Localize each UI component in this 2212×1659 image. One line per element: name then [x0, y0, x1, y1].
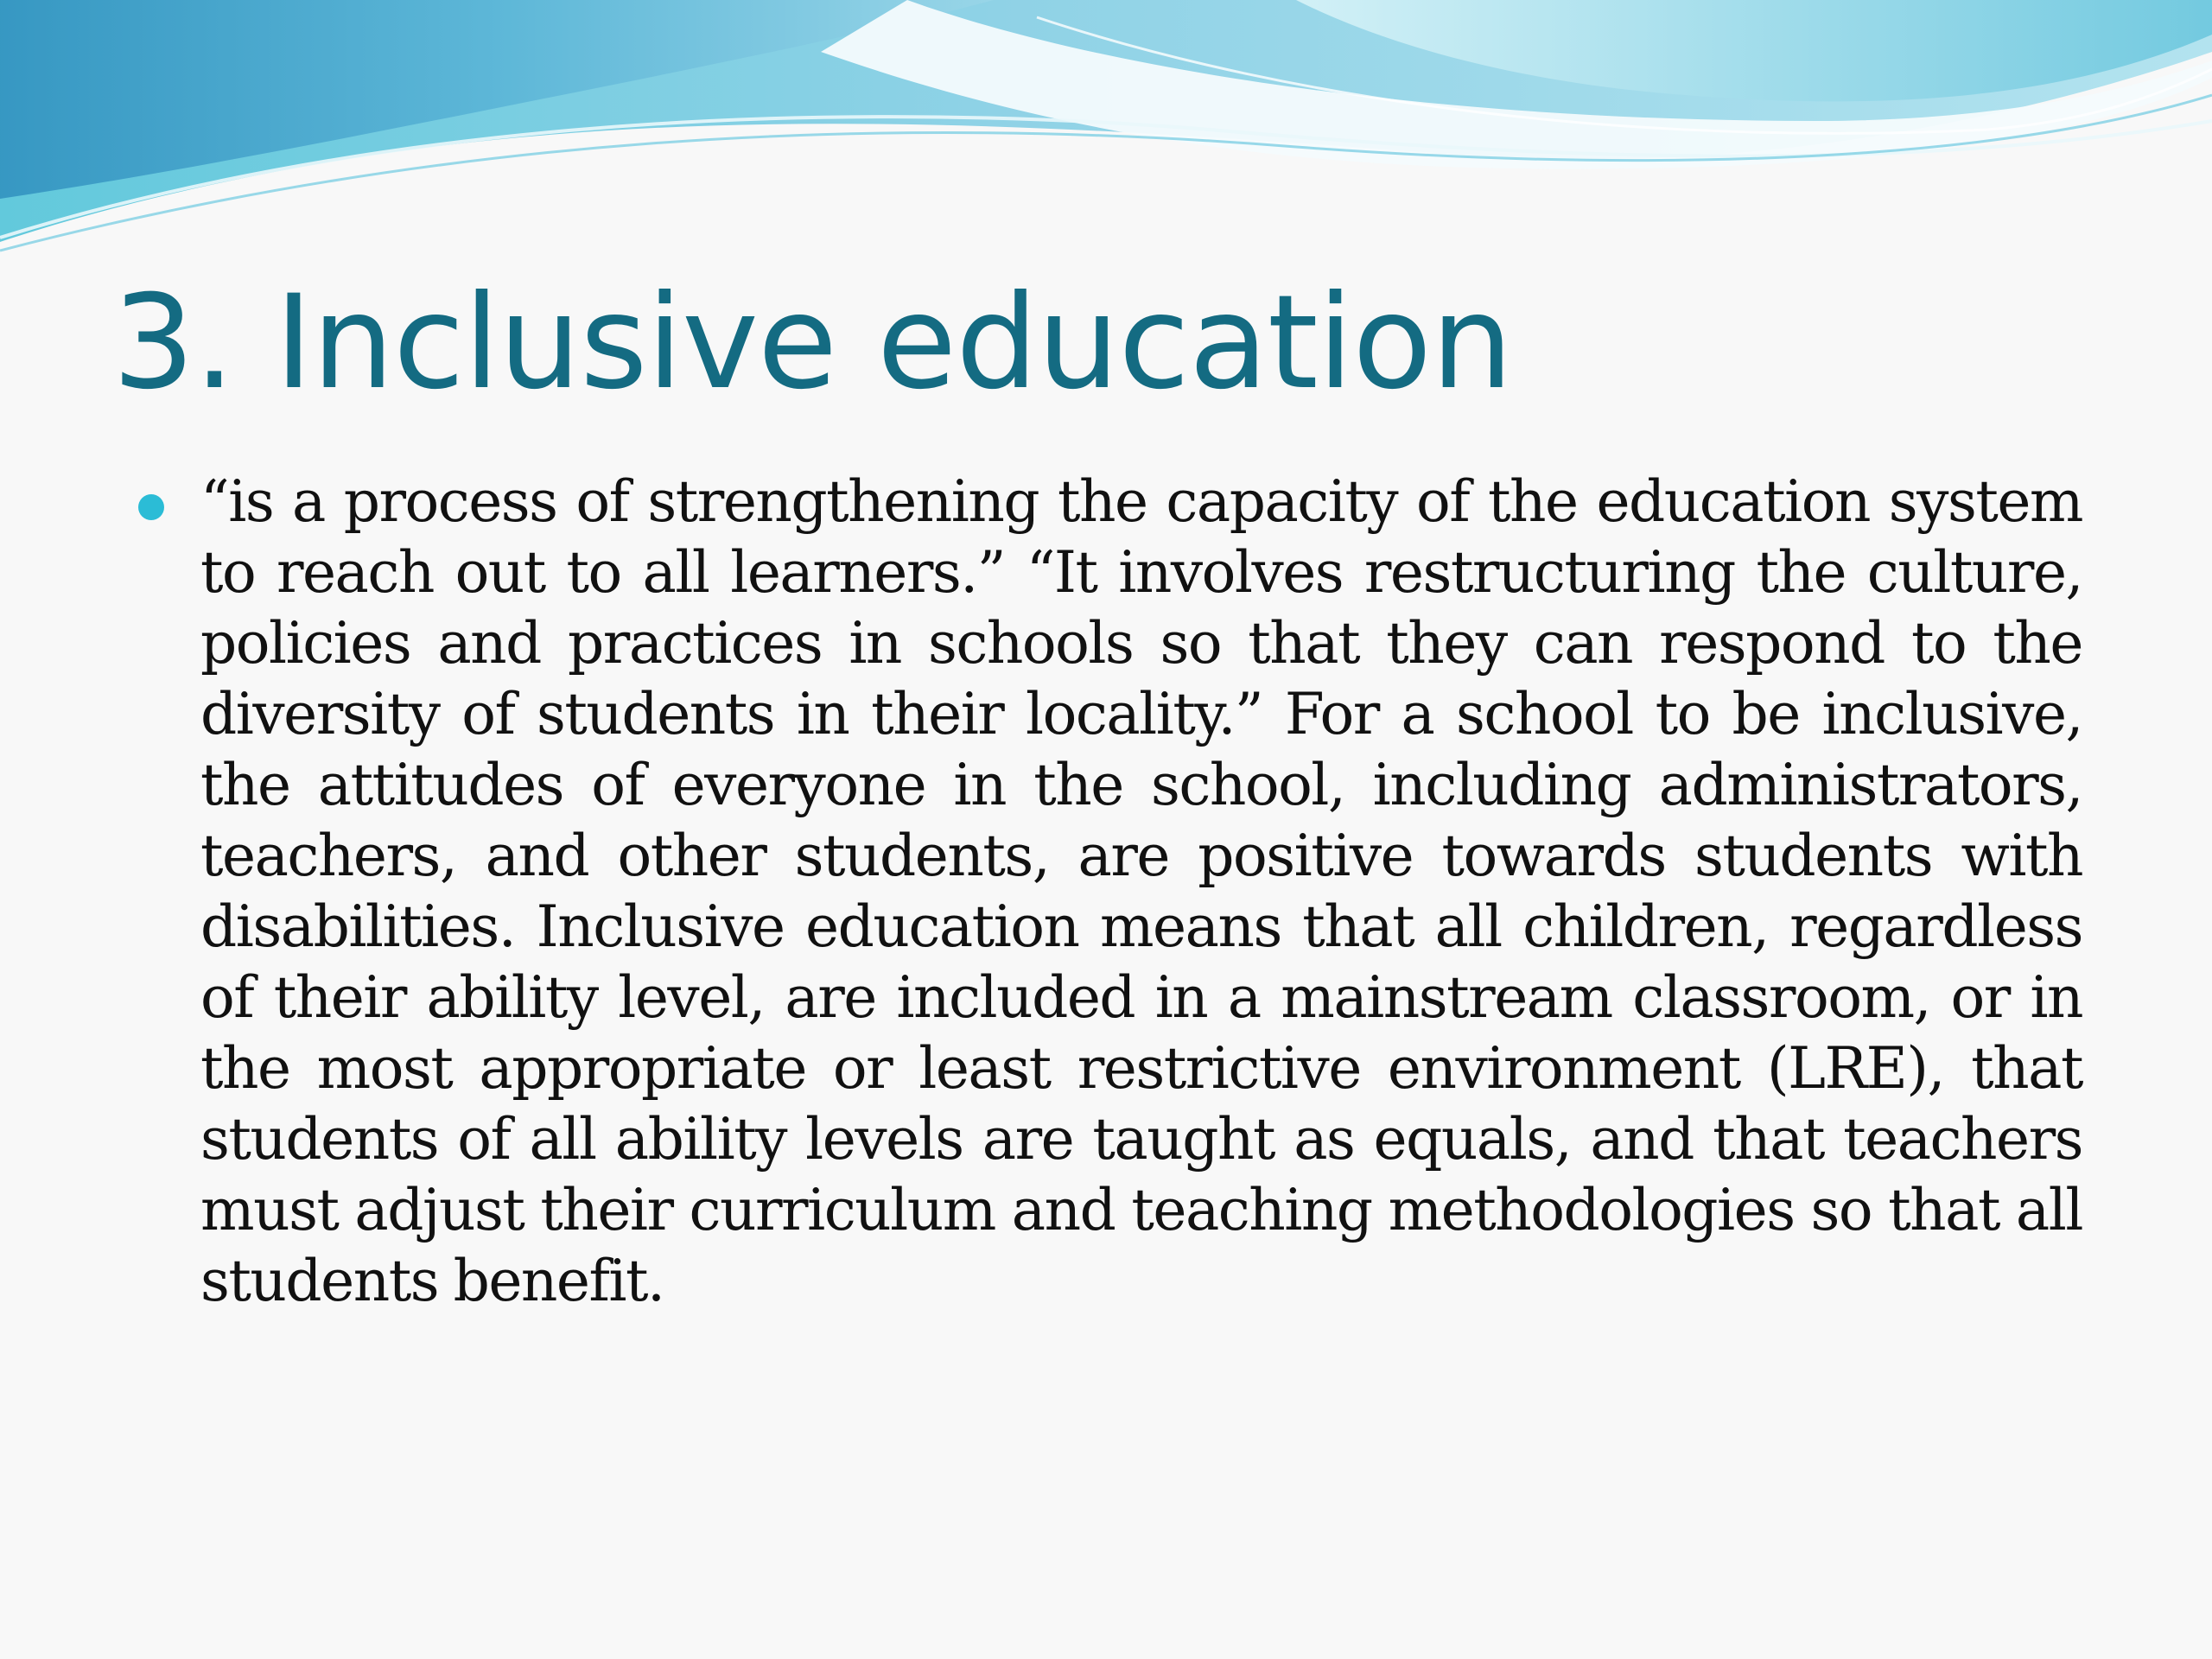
bullet-icon — [138, 494, 164, 520]
bullet-text: “is a process of strengthening the capacity of the education system to reach out to all learners.” “It involves restructuring the culture, policies and practices in schools so that they can respond to the diversity of students in their locality.” For a school to be inclusive, the attitudes of everyone in the school, including administrators, teachers, and other students, are positive towards students with disabilities. Inclusive education means that all children, regardless of their ability level, are included in a mainstream classroom, or in the most appropriate or least restrictive environment (LRE), that students of all ability levels are taught as equals, and that teachers must adjust their curriculum and teaching methodologies so that all students benefit. — [200, 468, 2082, 1314]
bullet-item — [138, 467, 2082, 1317]
wave-decoration — [0, 0, 2212, 259]
slide-body — [138, 467, 2082, 1317]
slide-title: 3. Inclusive education — [112, 268, 1513, 418]
